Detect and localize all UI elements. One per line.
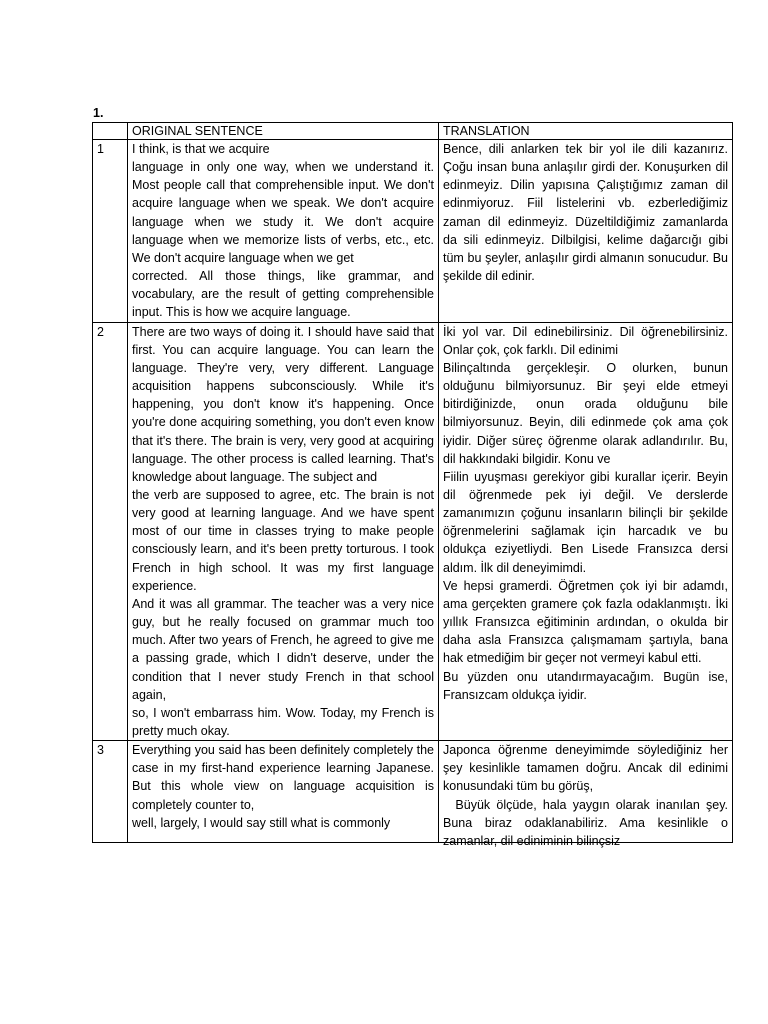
translation-paragraph: İki yol var. Dil edinebilirsiniz. Dil öğrenebilirsiniz. Onlar çok, çok farklı. Dil edinimi: [443, 324, 728, 357]
header-number: [93, 123, 128, 140]
translation-paragraph: Bilinçaltında gerçekleşir. O olurken, bunun olduğunu bilmiyorsunuz. Bir şeyi elde etmeyi bitirdiğinizde, onun orada olduğunu bile bilmiyorsunuz. Beyin, dili edinmede çok ama çok iyidir. Diğer süreç öğrenme olarak adlandırılır. Bu, dil hakkındaki bilgidir. Konu ve: [443, 360, 728, 466]
original-paragraph: And it was all grammar. The teacher was a very nice guy, but he really focused on grammar much too much. After two years of French, he agreed to give me a passing grade, which I didn't deserve, under the condition that I never study French in that school again,: [132, 596, 434, 702]
translation-paragraph: Bu yüzden onu utandırmayacağım. Bugün ise, Fransızcam oldukça iyidir.: [443, 669, 728, 702]
translation-paragraph: Bence, dili anlarken tek bir yol ile dili kazanırız. Çoğu insan buna anlaşılır girdi der. Konuşurken dil edinmeyiz. Dilin yapısına Çalıştığımız zaman dil edinmiyoruz. Fiil listelerini vb. ezberlediğimiz zaman dil edinmeyiz. Düzeltildiğimiz zamanlarda da sili edinmeyiz. Dilbilgisi, kelime dağarcığı gibi tüm bu şeyler, anlaşılır girdi almanın sonucudur. Bu şekilde dil edinir.: [443, 142, 728, 284]
row-number: 1: [93, 140, 128, 323]
original-paragraph: Everything you said has been definitely completely the case in my first-hand experience learning Japanese. But this whole view on language acquisition is completely counter to,: [132, 743, 434, 812]
original-paragraph: the verb are supposed to agree, etc. The brain is not very good at learning language. And we have spent most of our time in classes trying to make people consciously learn, and it's been pretty torturous. I took French in high school. It was my first language experience.: [132, 487, 434, 593]
table-row: [93, 741, 733, 843]
translation-table: [92, 122, 733, 848]
row-number: 3: [93, 741, 128, 843]
original-paragraph: so, I won't embarrass him. Wow. Today, my French is pretty much okay.: [132, 705, 434, 738]
original-sentence-cell: [128, 140, 439, 323]
translation-paragraph: Japonca öğrenme deneyimimde söylediğiniz her şey kesinlikle tamamen doğru. Ancak dil edinimi konusundaki tüm bu görüş,: [443, 743, 728, 794]
original-sentence-cell: [128, 741, 439, 843]
table-row: [93, 322, 733, 741]
header-translation: TRANSLATION: [439, 123, 733, 140]
translation-paragraph: Fiilin uyuşması gerekiyor gibi kurallar içerir. Beyin dil öğrenmede pek iyi değil. Ve derslerde zamanımızın çoğunu insanların bilinçli bir şekilde öğrenmelerini sağlamak için harcadık ve bu oldukça eziyetliydi. Ben Lisede Fransızca dersi aldım. İlk dil deneyimimdi.: [443, 469, 728, 575]
translation-paragraph: Ve hepsi gramerdi. Öğretmen çok iyi bir adamdı, ama gerçekten gramere çok fazla odaklanmıştı. İki yıllık Fransızca eğitiminin ardından, o okulda bir daha asla Fransızca çalışmamam şartıyla, bana hak etmediğim bir geçer not vermeyi kabul etti.: [443, 578, 728, 666]
translation-cell: [439, 741, 733, 848]
original-paragraph: There are two ways of doing it. I should have said that first. You can acquire language. You can learn the language. They're very, very different. Language acquisition happens subconsciously. While it's happening, you don't know it's happening. Once you're done acquiring something, you don't even know that it's there. The brain is very, very good at acquiring language. The other process is called learning. That's knowledge about language. The subject and: [132, 324, 434, 484]
original-paragraph: well, largely, I would say still what is commonly: [132, 815, 391, 830]
original-sentence-cell: [128, 322, 439, 741]
translation-cell: [439, 322, 733, 741]
original-paragraph: corrected. All those things, like grammar, and vocabulary, are the result of getting comprehensible input. This is how we acquire language.: [132, 269, 434, 320]
table-row: [93, 140, 733, 323]
translation-paragraph: Büyük ölçüde, hala yaygın olarak inanılan şey. Buna biraz odaklanabiliriz. Ama kesinlikle o zamanlar, dil ediniminin bilinçsiz: [443, 797, 732, 848]
section-number: 1.: [93, 106, 104, 120]
original-paragraph: language in only one way, when we understand it. Most people call that comprehensible input. We don't acquire language when we speak. We don't acquire language when we study it. We don't acquire language when we memorize lists of verbs, etc., etc. We don't acquire language when we get: [132, 160, 434, 265]
header-original-sentence: ORIGINAL SENTENCE: [128, 123, 439, 140]
translation-cell: [439, 140, 733, 323]
table-header-row: [93, 123, 733, 140]
row-number: 2: [93, 322, 128, 741]
original-paragraph: I think, is that we acquire: [132, 142, 270, 156]
